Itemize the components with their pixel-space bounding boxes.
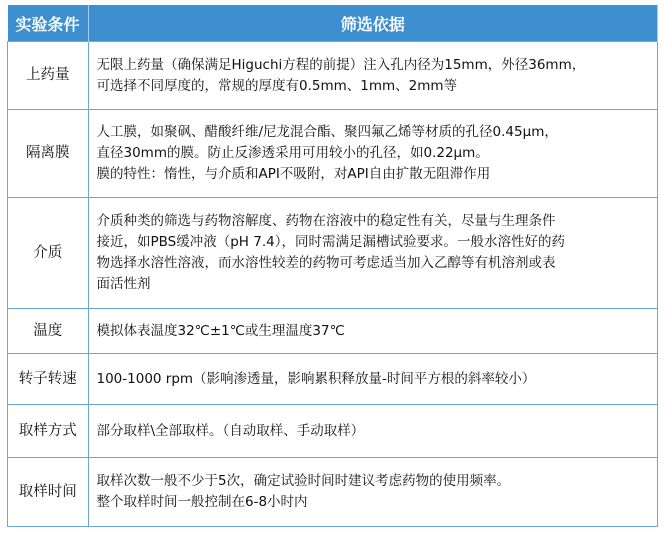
table-row: [8, 110, 658, 198]
row-description: [88, 458, 658, 527]
table-row: [8, 42, 658, 110]
header-criteria: 筛选依据: [88, 5, 658, 42]
table-row: [8, 198, 658, 309]
description-line: 取样次数一般不少于5次，确定试验时间时建议考虑药物的使用频率。: [96, 473, 511, 489]
row-label: 取样时间: [8, 458, 89, 527]
description-line: 部分取样\全部取样。（自动取样、手动取样）: [96, 422, 365, 439]
description-line: 介质种类的筛选与药物溶解度、药物在溶液中的稳定性有关，尽量与生理条件: [96, 213, 556, 229]
header-conditions: 实验条件: [8, 5, 89, 42]
description-line: 物选择水溶性溶液，而水溶性较差的药物可考虑适当加入乙醇等有机溶剂或表: [96, 255, 556, 271]
experiment-conditions-table: [7, 5, 658, 527]
description-line: 人工膜，如聚砜、醋酸纤维/尼龙混合酯、聚四氟乙烯等材质的孔径0.45μm，: [96, 124, 558, 140]
row-label: 介质: [8, 198, 89, 309]
row-label: 上药量: [8, 42, 89, 110]
row-description: [88, 42, 658, 110]
description-line: 整个取样时间一般控制在6-8小时内: [96, 494, 308, 510]
table-header-row: [8, 5, 658, 42]
table-row: [8, 354, 658, 405]
description-line: 可选择不同厚度的，常规的厚度有0.5mm、1mm、2mm等: [96, 77, 458, 94]
row-description: [88, 110, 658, 198]
table-row: [8, 405, 658, 458]
description-line: 接近，如PBS缓冲液（pH 7.4），同时需满足漏槽试验要求。一般水溶性好的药: [96, 234, 565, 250]
row-description: [88, 405, 658, 458]
description-line: 面活性剂: [96, 276, 151, 292]
row-description: [88, 354, 658, 405]
row-description: [88, 309, 658, 354]
table-row: [8, 458, 658, 527]
row-label: 温度: [8, 309, 89, 354]
description-line: 模拟体表温度32℃±1℃或生理温度37℃: [96, 322, 345, 339]
description-line: 直径30mm的膜。防止反渗透采用可用较小的孔径，如0.22μm。: [96, 145, 489, 161]
description-line: 无限上药量（确保满足Higuchi方程的前提）注入孔内径为15mm，外径36mm，: [96, 56, 586, 73]
row-description: [88, 198, 658, 309]
table-row: [8, 309, 658, 354]
row-label: 转子转速: [8, 354, 89, 405]
description-line: 100-1000 rpm（影响渗透量，影响累积释放量-时间平方根的斜率较小）: [96, 370, 536, 387]
row-label: 隔离膜: [8, 110, 89, 198]
description-line: 膜的特性：惰性，与介质和API不吸附，对API自由扩散无阻滞作用: [96, 166, 491, 182]
row-label: 取样方式: [8, 405, 89, 458]
